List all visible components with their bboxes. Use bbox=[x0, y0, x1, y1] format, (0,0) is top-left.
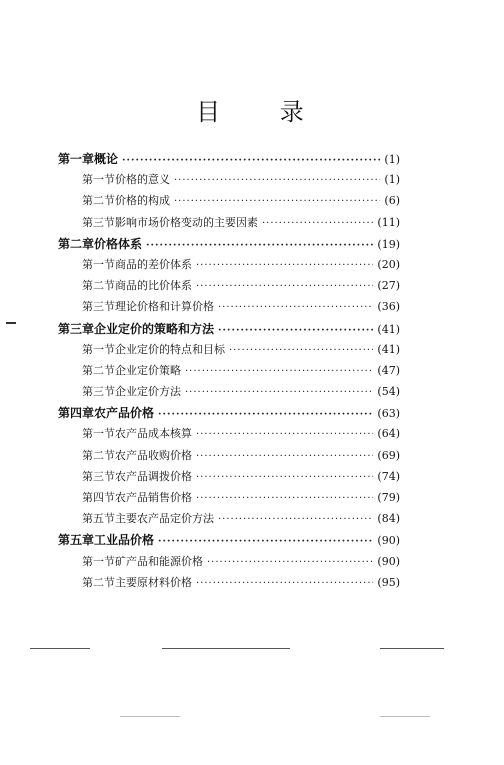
toc-label: 矿产品和能源价格 bbox=[115, 554, 203, 568]
toc-section bbox=[58, 510, 400, 531]
toc-label: 商品的比价体系 bbox=[115, 279, 192, 293]
toc-label: 商品的差价体系 bbox=[115, 257, 192, 271]
toc-page-number: (63) bbox=[377, 407, 400, 421]
toc-chapter-4 bbox=[58, 404, 400, 425]
toc-leader bbox=[218, 514, 373, 525]
table-of-contents bbox=[58, 150, 400, 595]
toc-page-number: (20) bbox=[377, 257, 400, 271]
toc-leader bbox=[146, 240, 373, 251]
toc-page-number: (74) bbox=[377, 469, 400, 483]
toc-leader bbox=[218, 325, 373, 336]
toc-number: 第三节 bbox=[82, 469, 115, 483]
toc-number: 第一节 bbox=[82, 173, 115, 187]
toc-section bbox=[58, 192, 400, 213]
toc-leader bbox=[218, 302, 373, 313]
scan-mark bbox=[6, 322, 16, 324]
toc-page-number: (1) bbox=[384, 153, 400, 166]
toc-section bbox=[58, 489, 400, 510]
toc-number: 第二节 bbox=[82, 194, 115, 208]
toc-page-number: (6) bbox=[384, 194, 400, 208]
toc-number: 第三节 bbox=[82, 385, 115, 399]
toc-chapter-5 bbox=[58, 531, 400, 552]
toc-leader bbox=[158, 409, 373, 420]
toc-number: 第四节 bbox=[82, 491, 115, 504]
toc-chapter-3 bbox=[58, 320, 400, 341]
toc-page-number: (41) bbox=[377, 322, 400, 336]
toc-number: 第二节 bbox=[82, 363, 115, 377]
toc-number: 第三节 bbox=[82, 215, 115, 229]
toc-page-number: (84) bbox=[377, 512, 400, 526]
toc-label: 影响市场价格变动的主要因素 bbox=[115, 215, 258, 229]
toc-page-number: (36) bbox=[377, 300, 400, 314]
toc-section bbox=[58, 256, 400, 277]
toc-label: 企业定价策略 bbox=[115, 363, 181, 377]
toc-leader bbox=[262, 218, 373, 229]
toc-number: 第二节 bbox=[82, 575, 115, 589]
page-title: 目 录 bbox=[196, 98, 330, 126]
toc-section bbox=[58, 425, 400, 446]
toc-leader bbox=[196, 429, 373, 440]
toc-page-number: (95) bbox=[377, 575, 400, 589]
toc-page-number: (27) bbox=[377, 279, 400, 293]
toc-leader bbox=[158, 536, 373, 547]
toc-number: 第一章 bbox=[58, 152, 95, 166]
toc-label: 农产品收购价格 bbox=[115, 448, 192, 462]
toc-page-number: (54) bbox=[377, 385, 400, 399]
toc-label: 主要原材料价格 bbox=[115, 575, 192, 589]
toc-section bbox=[58, 341, 400, 362]
toc-page-number: (64) bbox=[377, 427, 400, 441]
toc-leader bbox=[185, 366, 373, 377]
toc-page-number: (41) bbox=[377, 342, 400, 356]
toc-page-number: (19) bbox=[377, 237, 400, 251]
toc-section bbox=[58, 277, 400, 298]
toc-number: 第三节 bbox=[82, 300, 115, 314]
toc-chapter-2 bbox=[58, 235, 400, 256]
toc-leader bbox=[196, 578, 373, 589]
toc-leader bbox=[174, 175, 380, 186]
toc-leader bbox=[196, 472, 373, 483]
toc-label: 企业定价的策略和方法 bbox=[94, 321, 215, 336]
toc-page-number: (90) bbox=[377, 534, 400, 548]
toc-number: 第四章 bbox=[58, 406, 95, 421]
toc-label: 农产品调拨价格 bbox=[115, 469, 192, 483]
toc-section bbox=[58, 574, 400, 595]
toc-label: 工业品价格 bbox=[94, 533, 155, 548]
scan-line bbox=[120, 716, 180, 717]
toc-section bbox=[58, 447, 400, 468]
toc-leader bbox=[185, 387, 373, 398]
toc-section bbox=[58, 171, 400, 192]
toc-number: 第三章 bbox=[58, 321, 95, 336]
scan-line bbox=[380, 716, 430, 717]
toc-leader bbox=[196, 260, 373, 271]
toc-label: 价格的意义 bbox=[115, 173, 170, 187]
toc-page-number: (79) bbox=[377, 491, 400, 504]
toc-leader bbox=[196, 451, 373, 462]
toc-leader bbox=[196, 281, 373, 292]
toc-leader bbox=[229, 345, 373, 356]
toc-section bbox=[58, 553, 400, 574]
toc-number: 第二节 bbox=[82, 448, 115, 462]
toc-page-number: (69) bbox=[377, 448, 400, 462]
toc-label: 农产品成本核算 bbox=[115, 427, 192, 441]
scan-line bbox=[30, 648, 90, 649]
toc-page-number: (1) bbox=[384, 173, 400, 187]
toc-page-number: (90) bbox=[377, 554, 400, 568]
toc-page-number: (47) bbox=[377, 363, 400, 377]
toc-number: 第一节 bbox=[82, 257, 115, 271]
toc-leader bbox=[122, 155, 380, 166]
scan-line bbox=[162, 648, 290, 649]
toc-label: 概论 bbox=[94, 152, 119, 166]
toc-section bbox=[58, 468, 400, 489]
toc-section bbox=[58, 362, 400, 383]
toc-section bbox=[58, 214, 400, 235]
toc-leader bbox=[174, 196, 380, 207]
toc-label: 理论价格和计算价格 bbox=[115, 300, 214, 314]
toc-section bbox=[58, 383, 400, 404]
toc-number: 第一节 bbox=[82, 554, 115, 568]
toc-number: 第二节 bbox=[82, 279, 115, 293]
toc-label: 企业定价的特点和目标 bbox=[115, 342, 225, 356]
toc-page-number: (11) bbox=[377, 215, 400, 229]
toc-label: 主要农产品定价方法 bbox=[115, 512, 214, 526]
toc-label: 价格体系 bbox=[94, 236, 143, 251]
toc-leader bbox=[207, 557, 373, 568]
toc-label: 企业定价方法 bbox=[115, 385, 181, 399]
toc-number: 第一节 bbox=[82, 342, 115, 356]
toc-number: 第五节 bbox=[82, 512, 115, 526]
toc-leader bbox=[196, 493, 373, 504]
toc-chapter-1 bbox=[58, 150, 400, 171]
toc-number: 第一节 bbox=[82, 427, 115, 441]
toc-number: 第五章 bbox=[58, 533, 95, 548]
scan-line bbox=[380, 648, 444, 649]
toc-label: 农产品销售价格 bbox=[115, 491, 192, 504]
toc-label: 农产品价格 bbox=[94, 406, 155, 421]
toc-section bbox=[58, 298, 400, 319]
toc-number: 第二章 bbox=[58, 236, 95, 251]
toc-label: 价格的构成 bbox=[115, 194, 170, 208]
